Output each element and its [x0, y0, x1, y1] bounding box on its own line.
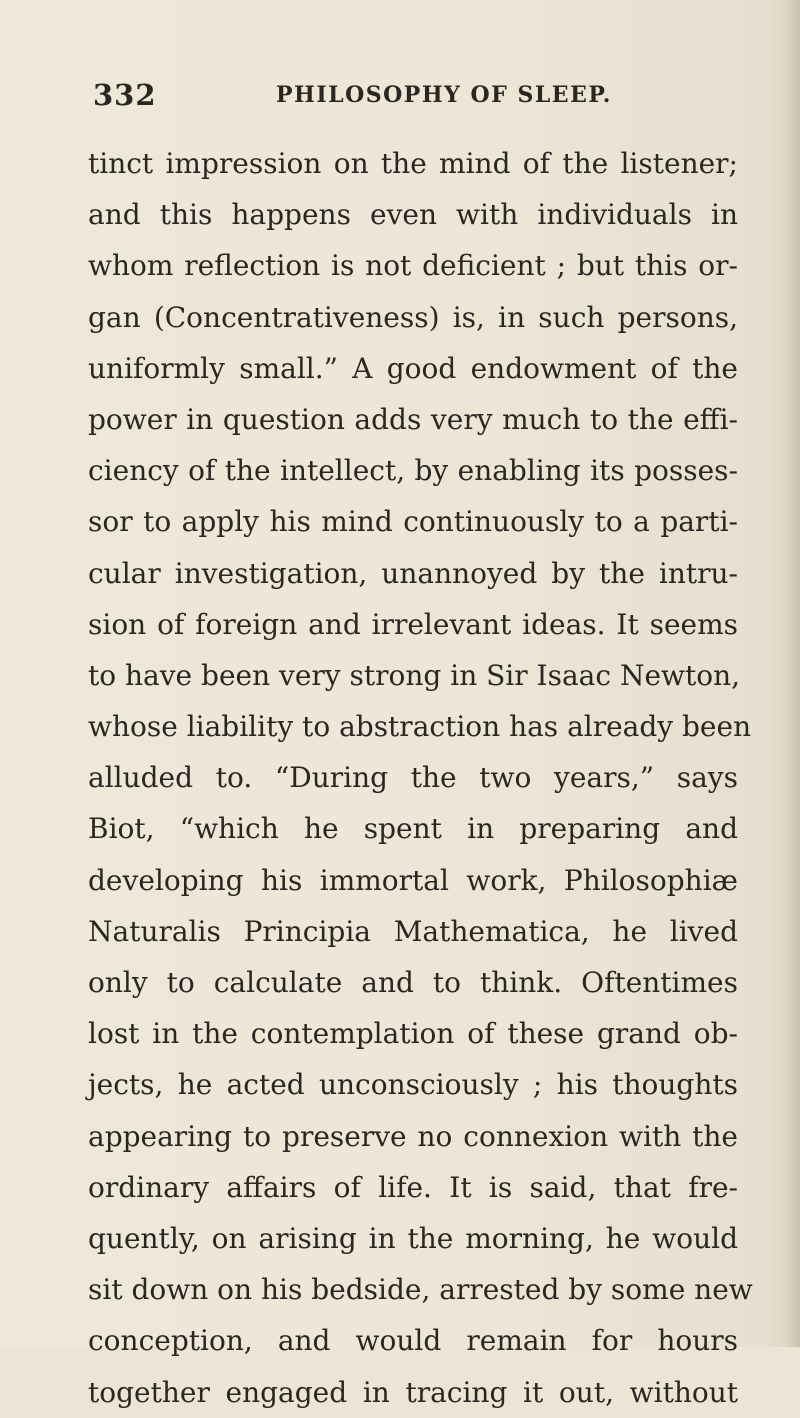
text-line: uniformly small.” A good endowment of the: [88, 351, 738, 385]
text-line: Naturalis Principia Mathematica, he lived: [88, 914, 738, 948]
text-line: sor to apply his mind continuously to a parti-: [88, 505, 738, 539]
text-line: alluded to. “During the two years,” says: [88, 761, 738, 795]
text-line: quently, on arising in the morning, he would: [88, 1221, 738, 1255]
text-line: ordinary affairs of life. It is said, that fre-: [88, 1170, 738, 1204]
text-line: sion of foreign and irrelevant ideas. It seems: [88, 607, 738, 641]
page-header: [93, 78, 733, 118]
page-number: 332: [93, 78, 157, 112]
text-line: together engaged in tracing it out, without: [88, 1375, 738, 1409]
running-title: PHILOSOPHY OF SLEEP.: [276, 82, 612, 108]
text-line: appearing to preserve no connexion with the: [88, 1119, 738, 1153]
text-line: jects, he acted unconsciously ; his thoughts: [88, 1068, 738, 1102]
page-edge-shadow: [786, 0, 800, 1347]
text-line: ciency of the intellect, by enabling its posses-: [88, 454, 738, 488]
text-line: cular investigation, unannoyed by the intru-: [88, 556, 738, 590]
text-line: to have been very strong in Sir Isaac Newton,: [88, 658, 741, 692]
body-text: [88, 138, 753, 1418]
text-line: tinct impression on the mind of the listener;: [88, 147, 738, 180]
text-line: sit down on his bedside, arrested by some new: [88, 1273, 753, 1307]
text-line: developing his immortal work, Philosophiæ: [88, 863, 738, 897]
text-line: power in question adds very much to the effi-: [88, 402, 738, 436]
text-line: gan (Concentrativeness) is, in such persons,: [88, 300, 738, 334]
text-line: whose liability to abstraction has already been: [88, 710, 752, 744]
text-line: Biot, “which he spent in preparing and: [88, 812, 738, 846]
text-line: whom reflection is not deficient ; but this or-: [88, 249, 738, 283]
text-line: lost in the contemplation of these grand ob-: [88, 1017, 738, 1051]
text-line: conception, and would remain for hours: [88, 1324, 738, 1358]
text-line: only to calculate and to think. Oftentimes: [88, 966, 738, 999]
text-line: and this happens even with individuals in: [88, 198, 738, 232]
